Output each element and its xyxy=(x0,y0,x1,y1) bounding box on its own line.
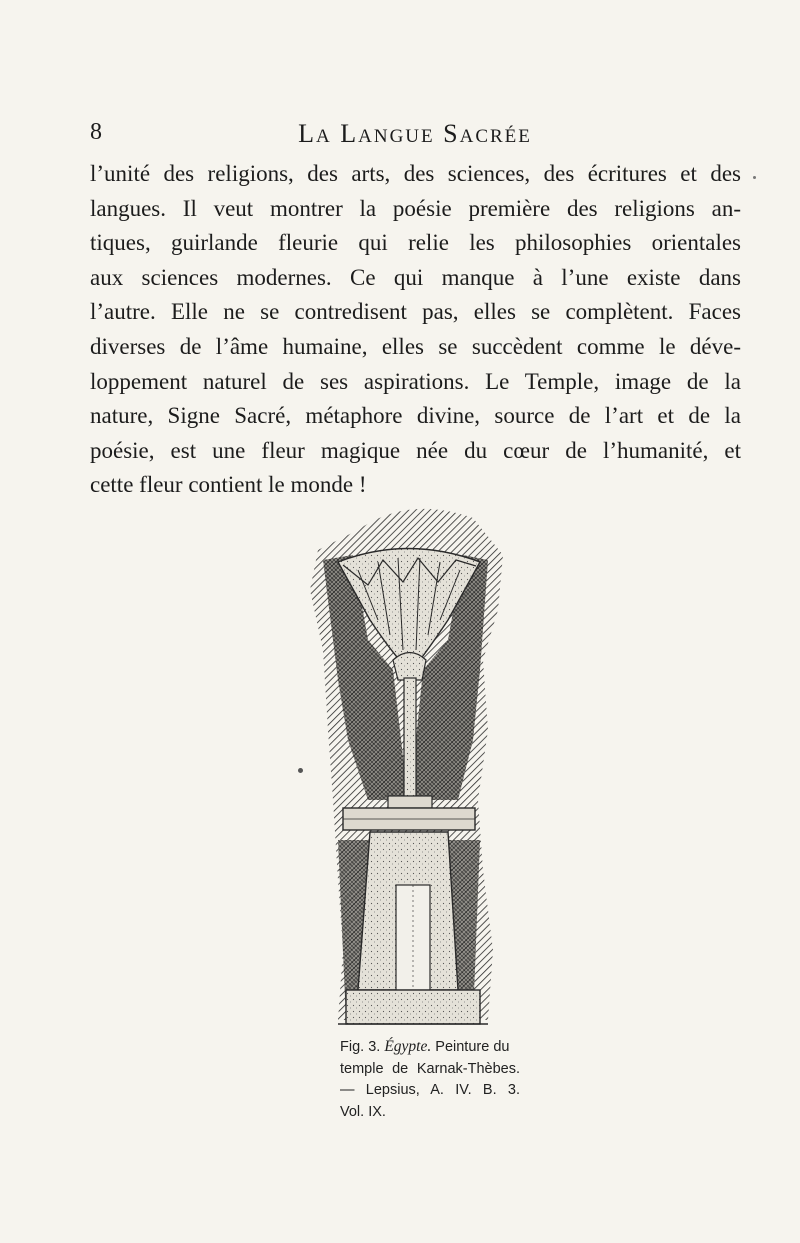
figure-label: Fig. 3. xyxy=(340,1039,381,1055)
body-paragraph xyxy=(90,157,741,503)
text-line: nature, Signe Sacré, métaphore divine, source de l’art et de la xyxy=(90,403,741,429)
figure-caption xyxy=(340,1036,520,1123)
text-line: diverses de l’âme humaine, elles se succèdent comme le déve- xyxy=(90,333,741,359)
text-line: poésie, est une fleur magique née du cœur de l’humanité, et xyxy=(90,437,741,463)
caption-line: Vol. IX. xyxy=(340,1103,386,1120)
title-initial: L xyxy=(298,119,316,148)
text-line: l’autre. Elle ne se contredisent pas, elles se complètent. Faces xyxy=(90,299,741,325)
upper-slab xyxy=(388,796,432,808)
ink-speck xyxy=(753,176,756,179)
caption-place: Égypte. xyxy=(384,1038,432,1055)
papyrus-column-illustration xyxy=(298,500,520,1030)
text-line: l’unité des religions, des arts, des sciences, des écritures et des xyxy=(90,161,741,186)
page-number: 8 xyxy=(90,119,102,145)
caption-text: Peinture du xyxy=(435,1039,510,1055)
column-stem xyxy=(404,678,416,796)
title-small-caps: ACRÉE xyxy=(459,126,532,147)
text-line: langues. Il veut montrer la poésie première des religions an- xyxy=(90,195,741,221)
caption-line xyxy=(340,1036,520,1059)
text-line: cette fleur contient le monde ! xyxy=(90,472,367,498)
running-title xyxy=(90,119,740,149)
caption-line: temple de Karnak-Thèbes. xyxy=(340,1060,520,1077)
text-line: loppement naturel de ses aspirations. Le Temple, image de la xyxy=(90,368,741,394)
title-small-caps: A xyxy=(316,126,332,147)
text-line: aux sciences modernes. Ce qui manque à l’une existe dans xyxy=(90,264,741,290)
title-small-caps: ANGUE xyxy=(358,126,435,147)
flower-collar xyxy=(393,653,426,681)
caption-line: — Lepsius, A. IV. B. 3. xyxy=(340,1082,520,1098)
ink-speck xyxy=(298,768,303,773)
pedestal-base xyxy=(346,990,480,1024)
title-initial: L xyxy=(340,119,359,148)
running-head xyxy=(90,119,740,149)
text-line: tiques, guirlande fleurie qui relie les philosophies orientales xyxy=(90,230,741,256)
title-initial: S xyxy=(443,119,460,148)
